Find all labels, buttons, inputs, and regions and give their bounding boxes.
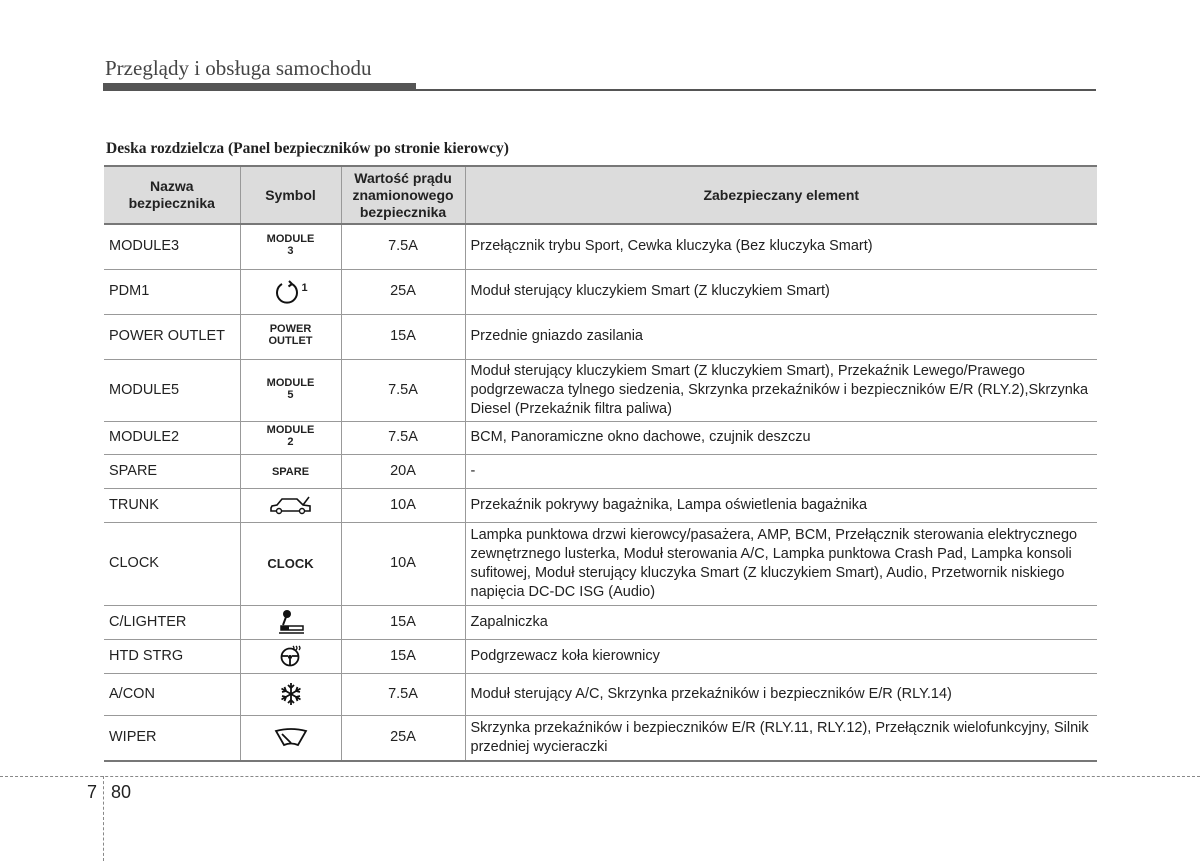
fuse-name: MODULE3	[104, 224, 240, 269]
symbol-text: POWER OUTLET	[268, 323, 313, 347]
table-row	[104, 673, 1097, 715]
fuse-rating: 15A	[341, 639, 465, 673]
fuse-symbol	[240, 605, 341, 639]
fuse-symbol	[240, 639, 341, 673]
table-row	[104, 359, 1097, 421]
table-row	[104, 224, 1097, 269]
fuse-table-header-row	[104, 166, 1097, 224]
fuse-protected-element: Skrzynka przekaźników i bezpieczników E/R (RLY.11, RLY.12), Przełącznik wielofunkcyjny, Silnik przedniej wycieraczki	[465, 715, 1097, 761]
symbol-text: CLOCK	[267, 555, 314, 571]
footer-rule	[0, 776, 1200, 777]
footer-margin-rule	[103, 776, 104, 861]
car-trunk-icon	[268, 494, 314, 516]
fuse-table	[104, 165, 1097, 762]
chapter-number: 7	[87, 782, 98, 802]
symbol-text: 1	[301, 281, 308, 294]
table-row	[104, 715, 1097, 761]
table-row	[104, 488, 1097, 522]
fuse-protected-element: Przekaźnik pokrywy bagażnika, Lampa oświetlenia bagażnika	[465, 488, 1097, 522]
fuse-symbol	[240, 715, 341, 761]
fuse-protected-element: Przełącznik trybu Sport, Cewka kluczyka (Bez kluczyka Smart)	[465, 224, 1097, 269]
heated-steering-wheel-icon	[279, 644, 303, 668]
table-row	[104, 314, 1097, 359]
fuse-name: CLOCK	[104, 522, 240, 605]
fuse-rating: 20A	[341, 454, 465, 488]
fuse-rating: 15A	[341, 314, 465, 359]
page-number: 80	[111, 782, 132, 802]
symbol-text: SPARE	[271, 465, 310, 478]
fuse-name: POWER OUTLET	[104, 314, 240, 359]
symbol-text: MODULE 5	[266, 376, 315, 401]
fuse-name: SPARE	[104, 454, 240, 488]
table-row	[104, 269, 1097, 314]
fuse-symbol	[240, 269, 341, 314]
fuse-name: MODULE5	[104, 359, 240, 421]
table-row	[104, 605, 1097, 639]
fuse-symbol	[240, 673, 341, 715]
table-row	[104, 454, 1097, 488]
section-title: Deska rozdzielcza (Panel bezpieczników po stronie kierowcy)	[106, 140, 509, 157]
fuse-protected-element: Moduł sterujący A/C, Skrzynka przekaźników i bezpieczników E/R (RLY.14)	[465, 673, 1097, 715]
fuse-protected-element: Lampka punktowa drzwi kierowcy/pasażera, AMP, BCM, Przełącznik sterowania elektrycznego zewnętrznego lusterka, Moduł sterowania A/C, Lampka punktowa Crash Pad, Lampka konsoli sufitowej, Moduł sterujący kluczyka Smart (Z kluczykiem Smart), Audio, Przetwornik niskiego napięcia DC-DC ISG (Audio)	[465, 522, 1097, 605]
fuse-symbol	[240, 454, 341, 488]
fuse-protected-element: BCM, Panoramiczne okno dachowe, czujnik deszczu	[465, 421, 1097, 454]
cigarette-lighter-icon	[276, 608, 306, 636]
fuse-symbol	[240, 224, 341, 269]
fuse-protected-element: Przednie gniazdo zasilania	[465, 314, 1097, 359]
header-rule-thin	[103, 89, 1096, 91]
fuse-rating: 25A	[341, 715, 465, 761]
fuse-rating: 7.5A	[341, 224, 465, 269]
fuse-rating: 7.5A	[341, 421, 465, 454]
fuse-symbol	[240, 359, 341, 421]
power-cycle-icon	[273, 279, 301, 305]
symbol-text: MODULE 3	[266, 233, 315, 258]
fuse-name: TRUNK	[104, 488, 240, 522]
fuse-rating: 7.5A	[341, 673, 465, 715]
fuse-name: MODULE2	[104, 421, 240, 454]
fuse-name: A/CON	[104, 673, 240, 715]
header-protected-element: Zabezpieczany element	[465, 166, 1097, 224]
fuse-rating: 15A	[341, 605, 465, 639]
symbol-text: MODULE 2	[266, 424, 315, 448]
fuse-rating: 10A	[341, 488, 465, 522]
fuse-symbol	[240, 522, 341, 605]
fuse-protected-element: Podgrzewacz koła kierownicy	[465, 639, 1097, 673]
fuse-protected-element: -	[465, 454, 1097, 488]
page-header-title: Przeglądy i obsługa samochodu	[105, 56, 372, 80]
fuse-protected-element: Zapalniczka	[465, 605, 1097, 639]
wiper-icon	[273, 727, 309, 749]
header-fuse-name: Nazwa bezpiecznika	[104, 166, 240, 224]
fuse-symbol	[240, 421, 341, 454]
fuse-rating: 7.5A	[341, 359, 465, 421]
fuse-name: PDM1	[104, 269, 240, 314]
fuse-protected-element: Moduł sterujący kluczykiem Smart (Z kluczykiem Smart), Przekaźnik Lewego/Prawego podgrzewacza tylnego siedzenia, Skrzynka przekaźników i bezpieczników E/R (RLY.2),Skrzynka Diesel (Przekaźnik filtra paliwa)	[465, 359, 1097, 421]
fuse-symbol	[240, 314, 341, 359]
fuse-rating: 10A	[341, 522, 465, 605]
fuse-rating: 25A	[341, 269, 465, 314]
header-rating: Wartość prądu znamionowego bezpiecznika	[341, 166, 465, 224]
fuse-name: HTD STRG	[104, 639, 240, 673]
snowflake-icon	[278, 681, 304, 707]
fuse-name: WIPER	[104, 715, 240, 761]
table-row	[104, 639, 1097, 673]
fuse-symbol	[240, 488, 341, 522]
fuse-protected-element: Moduł sterujący kluczykiem Smart (Z kluczykiem Smart)	[465, 269, 1097, 314]
header-symbol: Symbol	[240, 166, 341, 224]
fuse-name: C/LIGHTER	[104, 605, 240, 639]
table-row	[104, 522, 1097, 605]
table-row	[104, 421, 1097, 454]
